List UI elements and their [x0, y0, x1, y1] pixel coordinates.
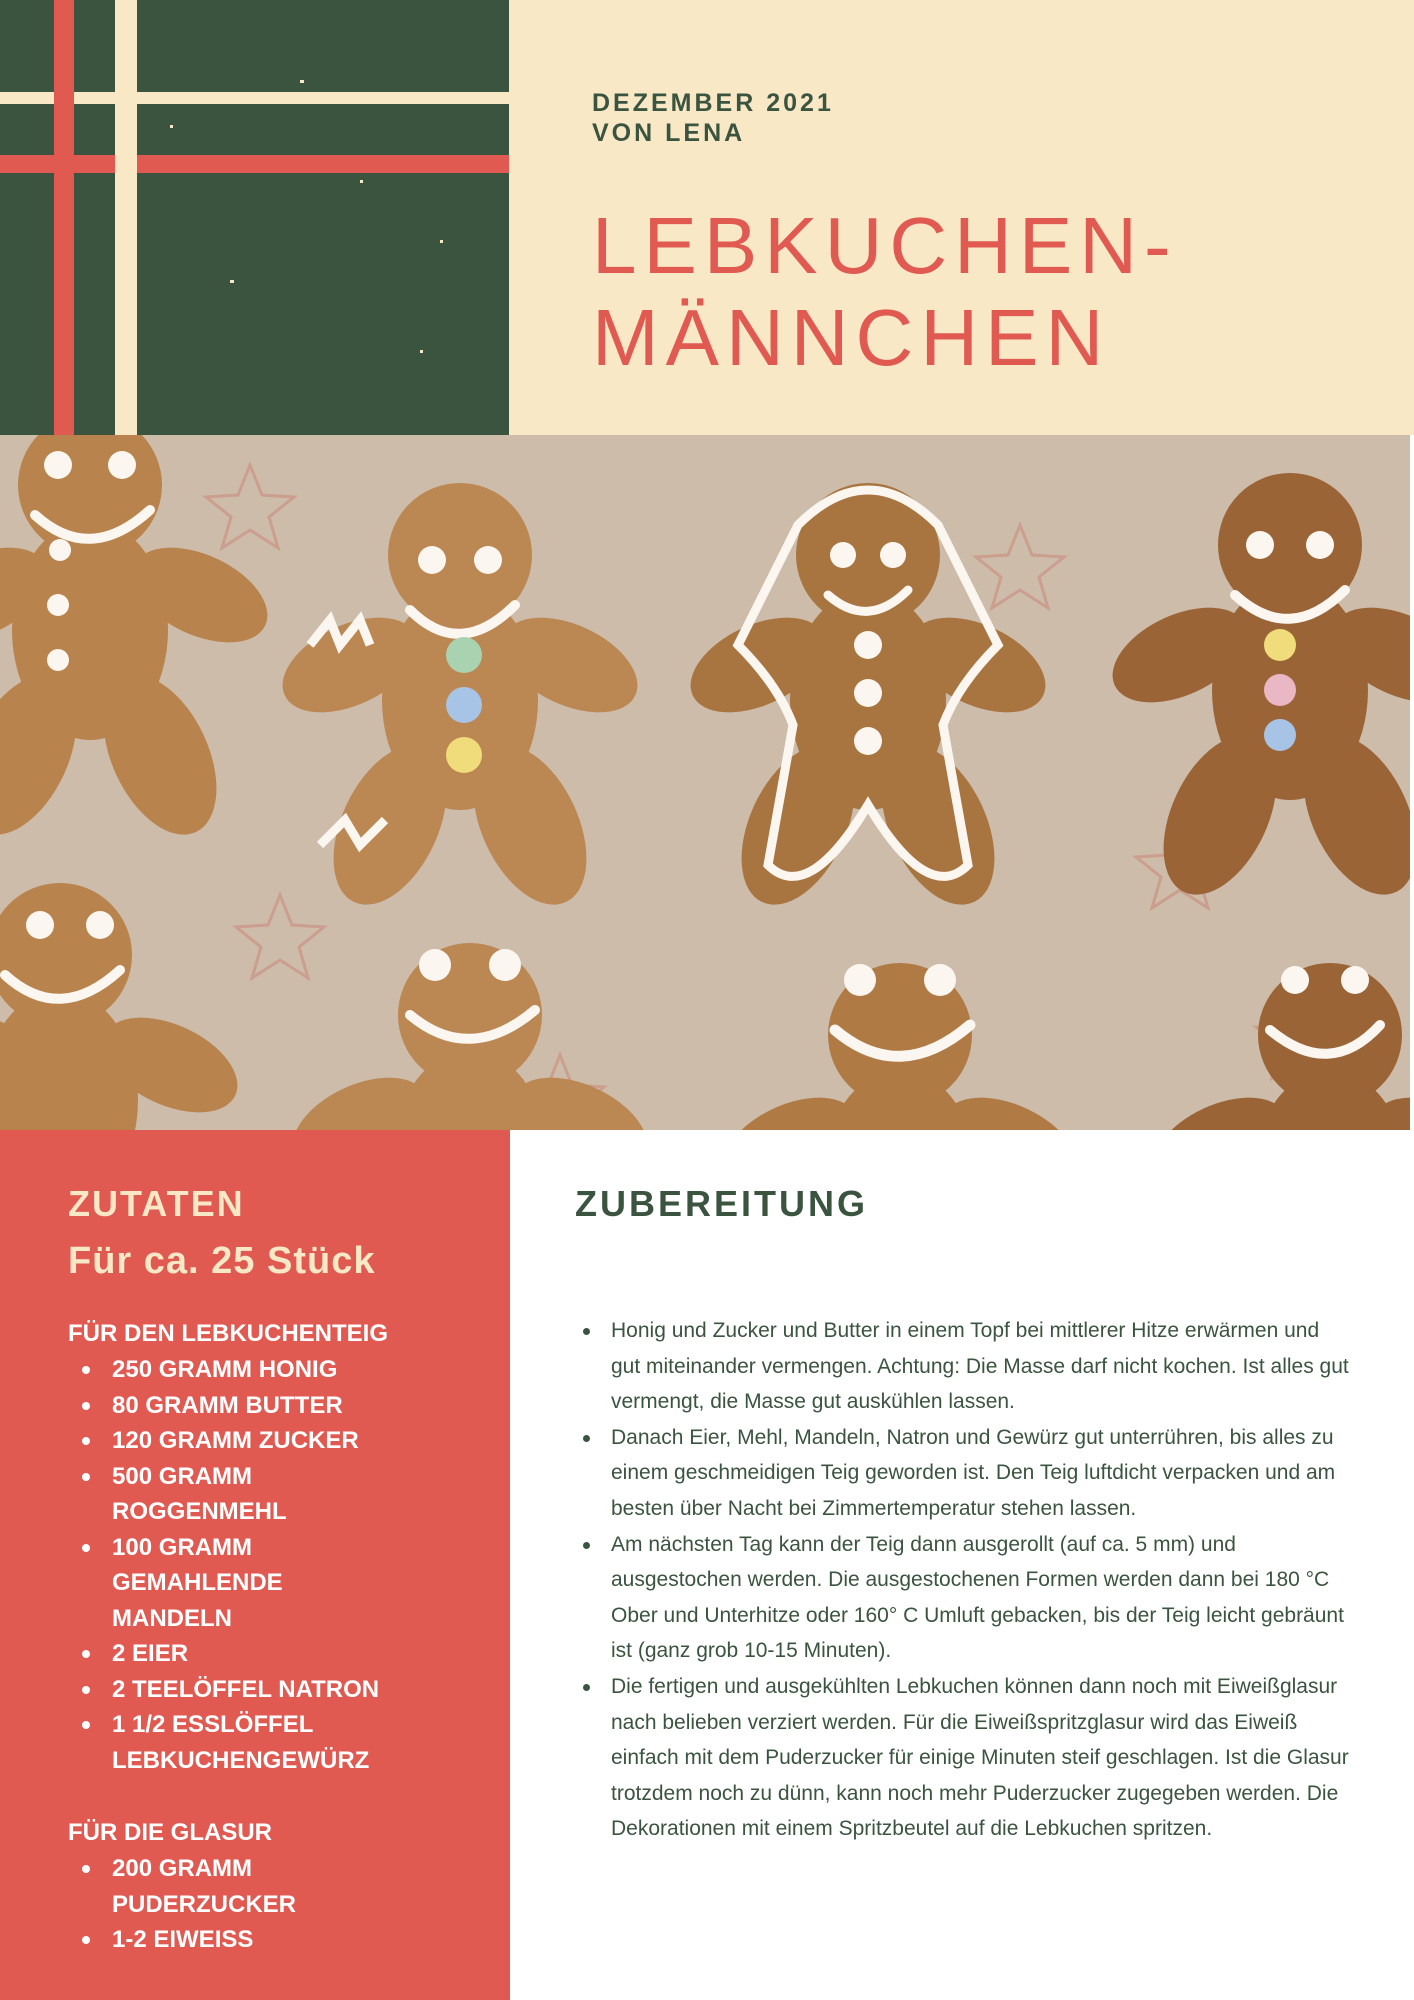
tartan-speck	[230, 280, 234, 283]
tartan-speck	[300, 80, 304, 83]
list-item: 250 GRAMM HONIG	[68, 1352, 412, 1388]
list-item: Am nächsten Tag kann der Teig dann ausgerollt (auf ca. 5 mm) und ausgestochen werden. Die ausgestochenen Formen werden dann bei 180 °C Ober und Unterhitze oder 160° C Umluft gebacken, bis der Teig leicht gebräunt ist (ganz grob 10-15 Minuten).	[575, 1527, 1350, 1669]
tartan-speck	[170, 125, 173, 128]
list-item: 2 EIER	[68, 1636, 412, 1672]
list-item: 2 TEELÖFFEL NATRON	[68, 1672, 412, 1708]
header-meta	[592, 88, 834, 148]
list-item: 100 GRAMM GEMAHLENDE MANDELN	[68, 1530, 312, 1637]
ingredients-title: ZUTATEN	[68, 1183, 245, 1224]
list-item: 1 1/2 ESSLÖFFEL LEBKUCHENGEWÜRZ	[68, 1707, 372, 1778]
dough-ingredients	[68, 1316, 488, 1778]
preparation-steps	[575, 1313, 1350, 1847]
tartan-band-cream-horizontal	[0, 92, 509, 104]
tartan-speck	[420, 350, 423, 353]
tartan-band-red-horizontal	[0, 155, 509, 173]
list-item: 120 GRAMM ZUCKER	[68, 1423, 412, 1459]
preparation-title: ZUBEREITUNG	[575, 1183, 868, 1224]
publish-date: DEZEMBER 2021	[592, 89, 834, 117]
glaze-ingredients	[68, 1815, 488, 1958]
list-item: 1-2 EIWEISS	[68, 1922, 412, 1958]
author-line: VON LENA	[592, 119, 746, 147]
glaze-list	[68, 1851, 488, 1958]
dough-heading: FÜR DEN LEBKUCHENTEIG	[68, 1320, 389, 1347]
tartan-pattern	[0, 0, 509, 435]
tartan-speck	[360, 180, 363, 183]
gingerbread-illustration	[0, 435, 1410, 1130]
recipe-title	[592, 200, 1178, 384]
list-item: 200 GRAMM PUDERZUCKER	[68, 1851, 312, 1922]
recipe-title-line1: LEBKUCHEN-	[592, 201, 1178, 290]
glaze-heading: FÜR DIE GLASUR	[68, 1819, 272, 1846]
recipe-title-line2: MÄNNCHEN	[592, 293, 1111, 382]
list-item: 80 GRAMM BUTTER	[68, 1388, 412, 1424]
tartan-band-cream-vertical	[115, 0, 137, 435]
list-item: Danach Eier, Mehl, Mandeln, Natron und Gewürz gut unterrühren, bis alles zu einem geschmeidigen Teig geworden ist. Den Teig luftdicht verpacken und am besten über Nacht bei Zimmertemperatur stehen lassen.	[575, 1420, 1350, 1527]
list-item: 500 GRAMM ROGGENMEHL	[68, 1459, 312, 1530]
ingredients-yield: Für ca. 25 Stück	[68, 1240, 376, 1282]
gingerbread-photo	[0, 435, 1410, 1130]
tartan-band-red-vertical	[54, 0, 74, 435]
list-item: Honig und Zucker und Butter in einem Topf bei mittlerer Hitze erwärmen und gut miteinander vermengen. Achtung: Die Masse darf nicht kochen. Ist alles gut vermengt, die Masse gut auskühlen lassen.	[575, 1313, 1350, 1420]
list-item: Die fertigen und ausgekühlten Lebkuchen können dann noch mit Eiweißglasur nach belieben verziert werden. Für die Eiweißspritzglasur wird das Eiweiß einfach mit dem Puderzucker für einige Minuten steif geschlagen. Ist die Glasur trotzdem noch zu dünn, kann noch mehr Puderzucker zugegeben werden. Die Dekorationen mit einem Spritzbeutel auf die Lebkuchen spritzen.	[575, 1669, 1350, 1847]
dough-list	[68, 1352, 488, 1778]
tartan-speck	[440, 240, 443, 243]
